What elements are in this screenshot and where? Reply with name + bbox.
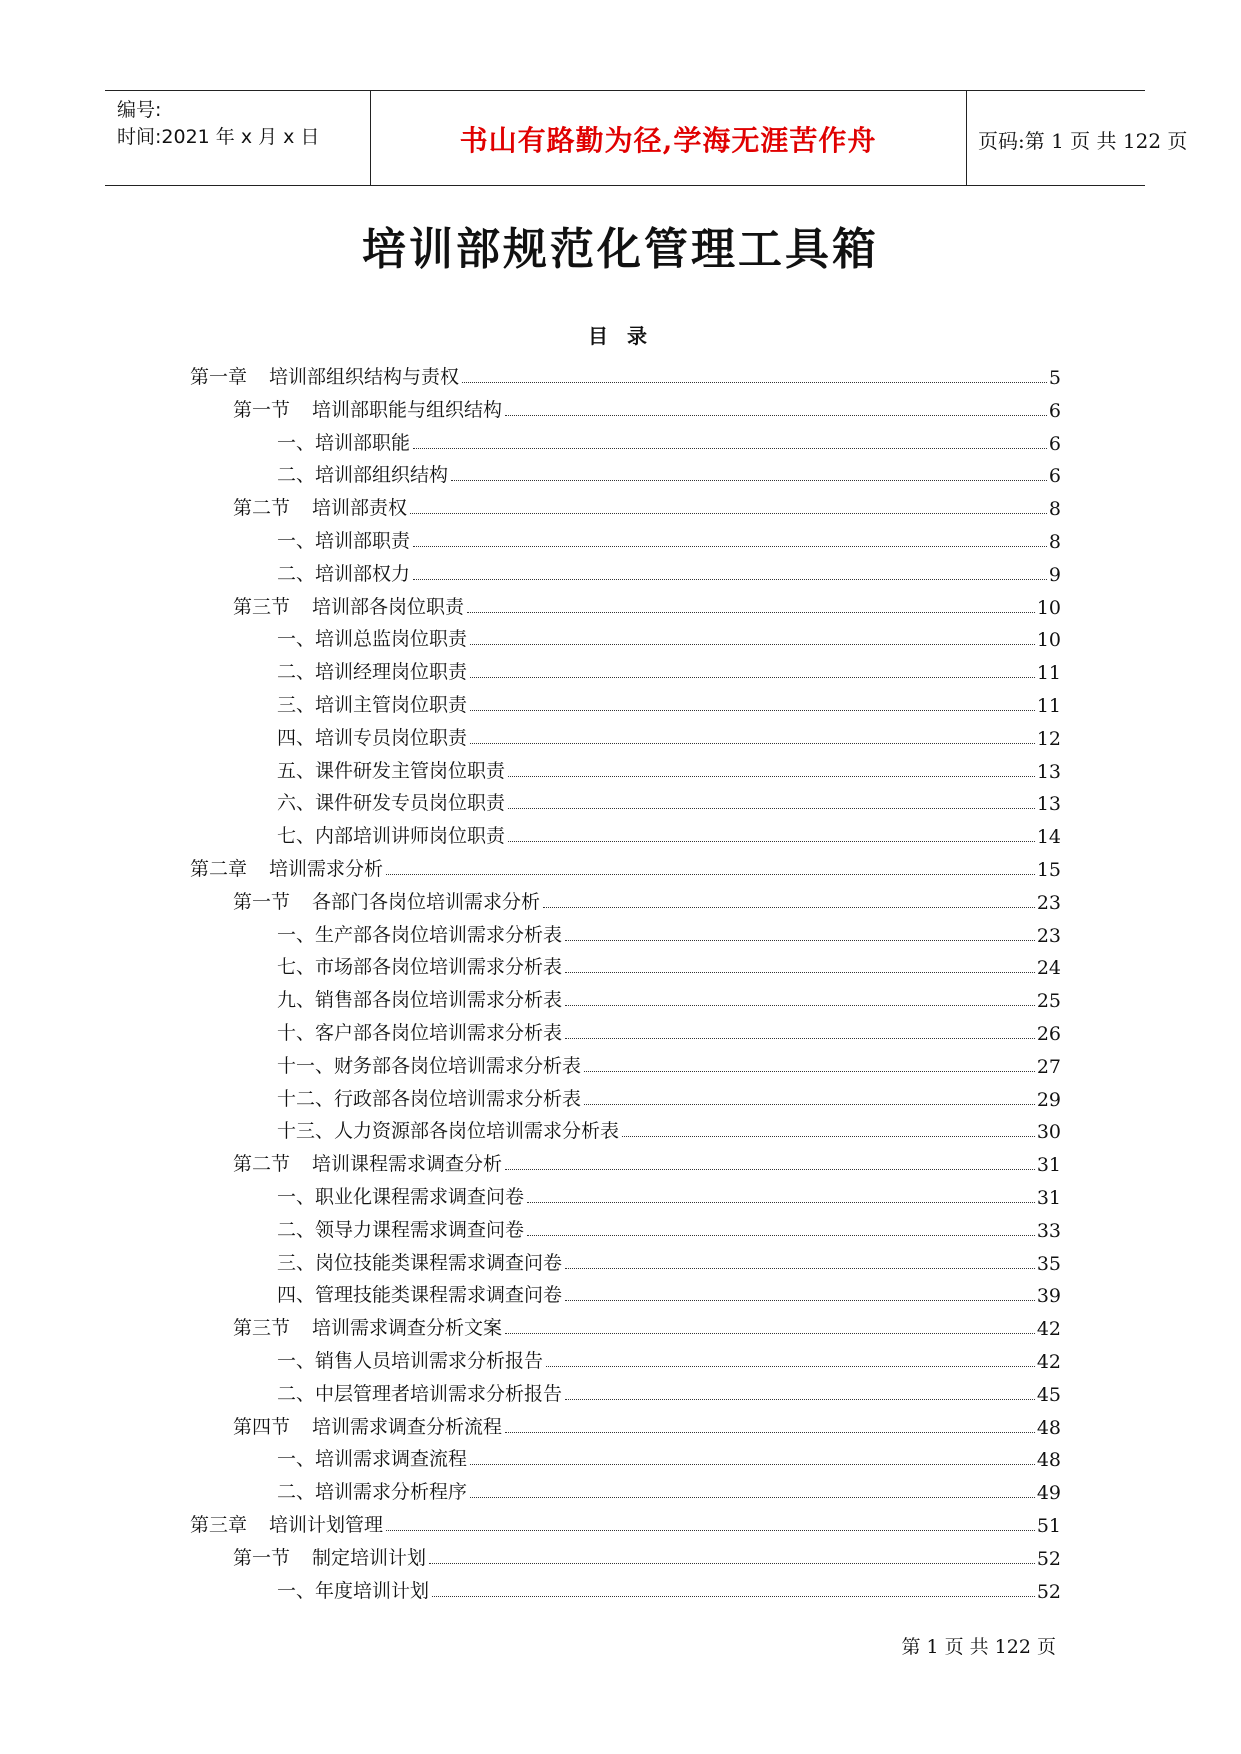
toc-leader-dots bbox=[508, 841, 1035, 842]
toc-entry-number: 三、 bbox=[277, 1251, 316, 1274]
toc-entry-page: 5 bbox=[1048, 367, 1061, 389]
toc-leader-dots bbox=[467, 612, 1035, 613]
toc-leader-dots bbox=[565, 1300, 1035, 1301]
toc-entry-page: 8 bbox=[1048, 531, 1061, 553]
toc-entry-page: 11 bbox=[1036, 662, 1061, 685]
toc-leader-dots bbox=[565, 1268, 1035, 1269]
toc-entry[interactable] bbox=[190, 1507, 1061, 1537]
toc-leader-dots bbox=[505, 415, 1047, 416]
toc-entry[interactable] bbox=[277, 457, 1061, 487]
toc-entry[interactable] bbox=[277, 753, 1061, 783]
toc-entry-number: 一、 bbox=[277, 1186, 316, 1208]
toc-entry-page: 49 bbox=[1036, 1482, 1061, 1505]
toc-entry-page: 51 bbox=[1036, 1515, 1061, 1537]
toc-leader-dots bbox=[565, 940, 1035, 941]
toc-entry-title: 管理技能类课程需求调查问卷 bbox=[315, 1284, 563, 1307]
toc-entry-page: 24 bbox=[1036, 957, 1061, 980]
toc-entry[interactable] bbox=[277, 720, 1061, 750]
toc-entry-title: 培训需求调查分析文案 bbox=[312, 1317, 503, 1340]
toc-leader-dots bbox=[565, 1005, 1035, 1006]
toc-leader-dots bbox=[527, 1235, 1035, 1236]
toc-leader-dots bbox=[565, 1399, 1035, 1400]
toc-entry-title: 培训需求分析 bbox=[269, 858, 384, 880]
toc-leader-dots bbox=[470, 1497, 1035, 1498]
page-code: 页码:第 1 页 共 122 页 bbox=[978, 129, 1188, 153]
toc-entry-page: 12 bbox=[1036, 727, 1061, 750]
toc-entry-page: 48 bbox=[1036, 1416, 1061, 1439]
toc-leader-dots bbox=[565, 1038, 1035, 1039]
toc-entry[interactable] bbox=[277, 1081, 1061, 1111]
toc-entry-number: 二、 bbox=[277, 1382, 316, 1405]
toc-entry-number: 二、 bbox=[277, 661, 316, 684]
toc-leader-dots bbox=[622, 1136, 1035, 1137]
toc-entry-title: 领导力课程需求调查问卷 bbox=[315, 1218, 525, 1241]
toc-entry-number: 三、 bbox=[277, 694, 316, 716]
toc-entry-title: 培训经理岗位职责 bbox=[315, 661, 468, 684]
toc-entry-title: 行政部各岗位培训需求分析表 bbox=[334, 1087, 582, 1110]
toc-entry-page: 33 bbox=[1036, 1219, 1061, 1242]
toc-entry[interactable] bbox=[277, 1212, 1061, 1242]
toc-entry[interactable] bbox=[277, 556, 1061, 586]
toc-entry-page: 52 bbox=[1036, 1547, 1061, 1570]
toc-leader-dots bbox=[432, 1596, 1035, 1597]
toc-leader-dots bbox=[470, 644, 1035, 645]
toc-entry-number: 四、 bbox=[277, 726, 316, 749]
toc-leader-dots bbox=[413, 448, 1047, 449]
toc-entry[interactable] bbox=[233, 1310, 1061, 1340]
toc-entry-number: 七、 bbox=[277, 825, 316, 848]
toc-entry-number: 十二、 bbox=[277, 1087, 335, 1110]
toc-entry-title: 市场部各岗位培训需求分析表 bbox=[315, 956, 563, 979]
toc-entry-page: 30 bbox=[1036, 1121, 1061, 1144]
toc-entry[interactable] bbox=[277, 621, 1061, 651]
toc-entry[interactable] bbox=[277, 425, 1061, 455]
toc-heading: 目 录 bbox=[588, 324, 653, 348]
toc-entry-page: 42 bbox=[1036, 1351, 1061, 1373]
toc-entry-title: 培训部组织结构与责权 bbox=[269, 366, 460, 388]
toc-entry[interactable] bbox=[277, 1474, 1061, 1504]
toc-entry[interactable] bbox=[277, 1441, 1061, 1471]
toc-entry-title: 课件研发专员岗位职责 bbox=[315, 792, 506, 815]
toc-leader-dots bbox=[584, 1104, 1035, 1105]
toc-entry[interactable] bbox=[233, 884, 1061, 914]
toc-entry-number: 一、 bbox=[277, 1579, 316, 1602]
toc-entry-title: 培训需求分析程序 bbox=[315, 1481, 468, 1504]
header-page-cell bbox=[966, 91, 1188, 185]
toc-leader-dots bbox=[505, 1169, 1035, 1170]
toc-entry[interactable] bbox=[190, 359, 1061, 389]
toc-entry-page: 48 bbox=[1036, 1449, 1061, 1472]
toc-entry-title: 财务部各岗位培训需求分析表 bbox=[334, 1054, 582, 1077]
toc-entry-number: 一、 bbox=[277, 1350, 316, 1372]
toc-entry-number: 七、 bbox=[277, 956, 316, 979]
toc-entry-number: 第一节 bbox=[233, 1546, 291, 1569]
toc-entry[interactable] bbox=[277, 1277, 1061, 1307]
toc-entry-title: 岗位技能类课程需求调查问卷 bbox=[315, 1251, 563, 1274]
toc-entry-number: 一、 bbox=[277, 431, 316, 454]
toc-entry-page: 13 bbox=[1036, 760, 1061, 783]
toc-entry[interactable] bbox=[277, 982, 1061, 1012]
toc-leader-dots bbox=[505, 1432, 1035, 1433]
toc-entry[interactable] bbox=[277, 654, 1061, 684]
toc-entry-title: 各部门各岗位培训需求分析 bbox=[312, 890, 541, 913]
toc-entry-title: 课件研发主管岗位职责 bbox=[315, 759, 506, 782]
toc-entry[interactable] bbox=[190, 851, 1061, 881]
toc-leader-dots bbox=[462, 382, 1047, 383]
toc-entry-title: 培训需求调查分析流程 bbox=[312, 1415, 503, 1438]
toc-entry-number: 二、 bbox=[277, 1481, 316, 1504]
toc-entry-number: 二、 bbox=[277, 464, 316, 487]
toc-entry-page: 45 bbox=[1036, 1383, 1061, 1406]
toc-entry-title: 培训部职能与组织结构 bbox=[312, 398, 503, 421]
toc-entry-page: 8 bbox=[1048, 498, 1061, 521]
document-title: 培训部规范化管理工具箱 bbox=[362, 224, 879, 275]
toc-entry[interactable] bbox=[277, 1245, 1061, 1275]
toc-entry-page: 31 bbox=[1036, 1187, 1061, 1209]
toc-leader-dots bbox=[470, 710, 1035, 711]
toc-entry-title: 培训部职能 bbox=[315, 431, 411, 454]
toc-entry-number: 六、 bbox=[277, 792, 316, 815]
toc-entry-number: 一、 bbox=[277, 530, 316, 552]
toc-entry[interactable] bbox=[277, 1113, 1061, 1143]
toc-entry-title: 培训专员岗位职责 bbox=[315, 726, 468, 749]
toc-entry-number: 第二节 bbox=[233, 497, 291, 520]
toc-entry-page: 25 bbox=[1036, 990, 1061, 1013]
toc-entry-page: 15 bbox=[1036, 859, 1061, 881]
motto: 书山有路勤为径,学海无涯苦作舟 bbox=[459, 124, 877, 157]
toc-entry-number: 第二节 bbox=[233, 1153, 291, 1176]
toc-leader-dots bbox=[584, 1071, 1035, 1072]
toc-leader-dots bbox=[527, 1202, 1035, 1203]
toc-leader-dots bbox=[451, 480, 1047, 481]
toc-entry-page: 27 bbox=[1036, 1055, 1061, 1078]
toc-entry-page: 23 bbox=[1036, 891, 1061, 914]
toc-entry[interactable] bbox=[277, 1343, 1061, 1373]
toc-entry-title: 培训需求调查流程 bbox=[315, 1448, 468, 1471]
toc-leader-dots bbox=[470, 743, 1035, 744]
toc-entry-title: 客户部各岗位培训需求分析表 bbox=[315, 1022, 563, 1044]
page-header bbox=[105, 90, 1188, 186]
toc-entry-page: 11 bbox=[1036, 695, 1061, 717]
toc-entry-number: 二、 bbox=[277, 562, 316, 585]
toc-entry-page: 10 bbox=[1036, 629, 1061, 652]
toc-entry[interactable] bbox=[233, 490, 1061, 520]
toc-leader-dots bbox=[413, 546, 1047, 547]
toc-leader-dots bbox=[470, 677, 1035, 678]
toc-entry[interactable] bbox=[233, 1540, 1061, 1570]
number-label: 编号: bbox=[117, 99, 162, 121]
toc-leader-dots bbox=[413, 579, 1047, 580]
toc-leader-dots bbox=[470, 1464, 1035, 1465]
toc-entry[interactable] bbox=[233, 589, 1061, 619]
header-motto-cell bbox=[370, 91, 967, 185]
toc-entry-title: 销售人员培训需求分析报告 bbox=[315, 1350, 544, 1372]
toc-leader-dots bbox=[508, 776, 1035, 777]
toc-leader-dots bbox=[505, 1333, 1035, 1334]
toc-entry-number: 一、 bbox=[277, 628, 316, 651]
toc-entry-number: 一、 bbox=[277, 923, 316, 946]
page-footer: 第 1 页 共 122 页 bbox=[901, 1636, 1056, 1658]
toc-entry-number: 第二章 bbox=[190, 858, 248, 880]
header-meta-cell bbox=[105, 91, 371, 185]
toc-entry-title: 培训部组织结构 bbox=[315, 464, 449, 487]
toc-entry-page: 31 bbox=[1036, 1154, 1061, 1177]
toc-entry[interactable] bbox=[277, 1179, 1061, 1209]
toc-entry[interactable] bbox=[277, 917, 1061, 947]
toc-entry[interactable] bbox=[233, 1409, 1061, 1439]
toc-entry-title: 职业化课程需求调查问卷 bbox=[315, 1186, 525, 1208]
toc-leader-dots bbox=[543, 907, 1035, 908]
toc-entry-number: 第一节 bbox=[233, 398, 291, 421]
toc-entry-title: 培训部职责 bbox=[315, 530, 411, 552]
toc-entry-number: 第三章 bbox=[190, 1514, 248, 1536]
toc-entry[interactable] bbox=[277, 1376, 1061, 1406]
toc-entry[interactable] bbox=[233, 392, 1061, 422]
toc-entry-page: 13 bbox=[1036, 793, 1061, 816]
toc-leader-dots bbox=[386, 874, 1035, 875]
toc-entry-page: 6 bbox=[1048, 399, 1061, 422]
toc-entry-number: 二、 bbox=[277, 1218, 316, 1241]
toc-entry-page: 6 bbox=[1048, 432, 1061, 455]
toc-entry-title: 培训部各岗位职责 bbox=[312, 595, 465, 618]
toc-entry[interactable] bbox=[277, 523, 1061, 553]
toc-entry-title: 年度培训计划 bbox=[315, 1579, 430, 1602]
toc-entry-page: 6 bbox=[1048, 465, 1061, 488]
toc-entry-number: 第三节 bbox=[233, 1317, 291, 1340]
toc-entry-title: 培训课程需求调查分析 bbox=[312, 1153, 503, 1176]
toc-entry-page: 42 bbox=[1036, 1318, 1061, 1341]
toc-entry-number: 第三节 bbox=[233, 595, 291, 618]
toc-entry-title: 培训计划管理 bbox=[269, 1514, 384, 1536]
toc-entry-number: 十一、 bbox=[277, 1054, 335, 1077]
toc-leader-dots bbox=[565, 972, 1035, 973]
toc-entry-title: 培训部责权 bbox=[312, 497, 408, 520]
toc-entry[interactable] bbox=[277, 687, 1061, 717]
toc-entry-title: 培训总监岗位职责 bbox=[315, 628, 468, 651]
toc-entry-page: 26 bbox=[1036, 1023, 1061, 1045]
toc-entry-title: 人力资源部各岗位培训需求分析表 bbox=[334, 1120, 620, 1143]
toc-entry-title: 中层管理者培训需求分析报告 bbox=[315, 1382, 563, 1405]
toc-entry-page: 39 bbox=[1036, 1285, 1061, 1308]
toc-entry-title: 制定培训计划 bbox=[312, 1546, 427, 1569]
toc-entry-page: 9 bbox=[1048, 563, 1061, 586]
toc-leader-dots bbox=[386, 1530, 1035, 1531]
toc-entry-number: 第一节 bbox=[233, 890, 291, 913]
toc-entry-page: 35 bbox=[1036, 1252, 1061, 1275]
toc-entry-number: 十三、 bbox=[277, 1120, 335, 1143]
toc-entry-number: 五、 bbox=[277, 759, 316, 782]
toc-entry-title: 培训主管岗位职责 bbox=[315, 694, 468, 716]
toc-entry-page: 23 bbox=[1036, 924, 1061, 947]
toc-leader-dots bbox=[429, 1563, 1035, 1564]
toc-entry-number: 第四节 bbox=[233, 1415, 291, 1438]
toc-entry-number: 第一章 bbox=[190, 366, 248, 388]
toc-entry[interactable] bbox=[233, 1146, 1061, 1176]
toc-leader-dots bbox=[508, 808, 1035, 809]
toc-entry-number: 四、 bbox=[277, 1284, 316, 1307]
toc-entry-title: 生产部各岗位培训需求分析表 bbox=[315, 923, 563, 946]
toc-entry-number: 一、 bbox=[277, 1448, 316, 1471]
toc-entry-page: 52 bbox=[1036, 1580, 1061, 1603]
toc-leader-dots bbox=[410, 513, 1047, 514]
toc-entry[interactable] bbox=[277, 949, 1061, 979]
toc-entry[interactable] bbox=[277, 1015, 1061, 1045]
toc-entry[interactable] bbox=[277, 785, 1061, 815]
toc-entry[interactable] bbox=[277, 1048, 1061, 1078]
toc-entry-title: 销售部各岗位培训需求分析表 bbox=[315, 989, 563, 1012]
toc-entry[interactable] bbox=[277, 818, 1061, 848]
toc-entry-page: 14 bbox=[1036, 826, 1061, 849]
toc-entry-title: 内部培训讲师岗位职责 bbox=[315, 825, 506, 848]
toc-leader-dots bbox=[546, 1366, 1035, 1367]
toc-entry-page: 29 bbox=[1036, 1088, 1061, 1111]
toc-entry[interactable] bbox=[277, 1573, 1061, 1603]
toc-entry-number: 十、 bbox=[277, 1022, 316, 1044]
toc-entry-page: 10 bbox=[1036, 596, 1061, 619]
time-label: 时间:2021 年 x 月 x 日 bbox=[117, 126, 320, 148]
toc-entry-number: 九、 bbox=[277, 989, 316, 1012]
toc-entry-title: 培训部权力 bbox=[315, 562, 411, 585]
